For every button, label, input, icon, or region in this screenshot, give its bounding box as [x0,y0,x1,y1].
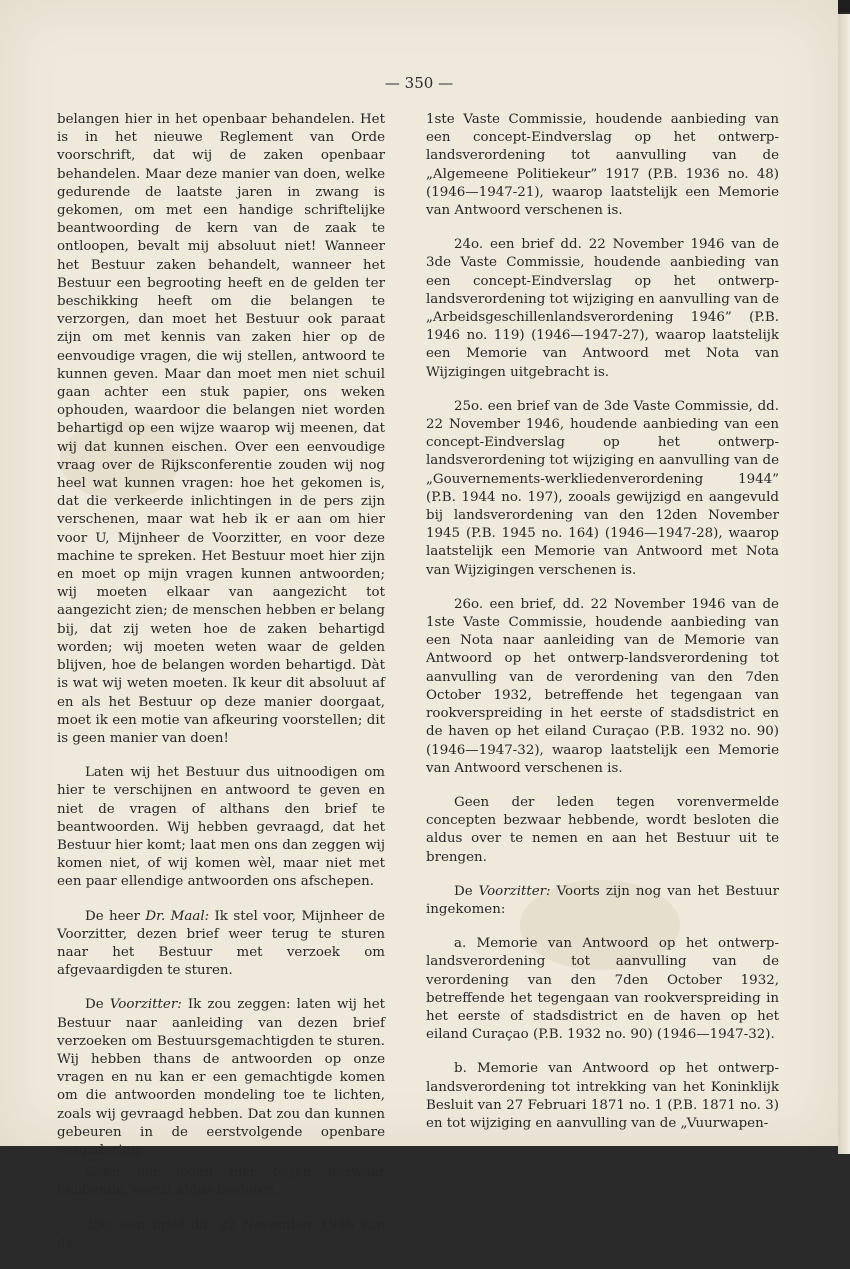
right-column [426,111,779,1149]
left-paragraph-2: Laten wij het Bestuur dus uitnoodigen om hier te verschijnen en antwoord te geven en niet de vragen of althans den brief te beantwoorden. Wij hebben gevraagd, dat het Bestuur hier komt; laat men ons dan zeggen wij komen niet, of wij komen wèl, maar niet met een paar ellendige antwoorden ons afschepen. [57,765,385,890]
left-paragraph-4 [57,996,385,1160]
right-paragraph-6 [426,883,779,919]
right-paragraph-4: 26o. een brief, dd. 22 November 1946 van de 1ste Vaste Commissie, houdende aanbieding van een Nota naar aanleiding van de Memorie van Antwoord op het ontwerp-landsverordening tot aanvulling van de verordening van den 7den October 1932, betreffende het tegengaan van rookverspreiding in het eerste of stadsdistrict en de haven op het eiland Curaçao (P.B. 1932 no. 90) (1946—1947-32), waarop laatstelijk een Memorie van Antwoord verschenen is. [426,596,779,776]
text-body: Ik stel voor, Mijnheer de Voorzitter, dezen brief weer terug te sturen naar het Bestuur met verzoek om afgevaardigden te sturen. [57,908,385,979]
page-edge [838,14,850,1154]
text-body: Ik zou zeggen: laten wij het Bestuur naar aanleiding van dezen brief verzoeken om Bestuursgemachtigden te sturen. Wij hebben thans de antwoorden op onze vragen en nu kan er een gemachtigde komen om die antwoorden mondeling toe te lichten, zoals wij gevraagd hebben. Dat zou dan kunnen gebeuren in de eerstvolgende openbare vergadering. [57,997,386,1158]
text-body: Voorts zijn nog van het Bestuur ingekomen: [426,883,779,917]
text-prefix: De [454,883,479,899]
speaker-name: Dr. Maal: [145,908,210,924]
left-paragraph-3 [57,908,385,981]
left-paragraph-1: belangen hier in het openbaar behandelen. Het is in het nieuwe Reglement van Orde voorschrift, dat wij de zaken openbaar behandelen. Maar deze manier van doen, welke gedurende de laatste jaren in zwang is gekomen, om met een handige schriftelijke beantwoording de kern van de zaak te ontloopen, bevalt mij absoluut niet! Wanneer het Bestuur zaken behandelt, wanneer het Bestuur een begrooting heeft en de gelden ter beschikking heeft om die belangen te verzorgen, dan moet het Bestuur ook paraat zijn om met kennis van zaken hier op de eenvoudige vragen, die wij stellen, antwoord te kunnen geven. Maar dan moet men niet schuil gaan achter een stuk papier, ons weken ophouden, waardoor die belangen niet worden behartigd op een wijze waarop wij meenen, dat wij dat kunnen eischen. Over een eenvoudige vraag over de Rijksconferentie zouden wij nog heel wat kunnen vragen: hoe het gekomen is, dat die verkeerde inlichtingen in de pers zijn verschenen, maar wat heb ik er aan om hier voor U, Mijnheer de Voorzitter, en voor deze machine te spreken. Het Bestuur moet hier zijn en moet op mijn vragen kunnen antwoorden; wij moeten elkaar van aangezicht tot aangezicht zien; de menschen hebben er belang bij, dat zij weten hoe de zaken behartigd worden; wij moeten weten waar de gelden blijven, hoe de belangen worden behartigd. Dàt is wat wij weten moeten. Ik keur dit absoluut af en als het Bestuur op deze manier doorgaat, moet ik een motie van afkeuring voorstellen; dit is geen manier van doen! [57,112,385,746]
right-paragraph-2: 24o. een brief dd. 22 November 1946 van de 3de Vaste Commissie, houdende aanbieding van een concept-Eindverslag op het ontwerp-landsverordening tot wijziging en aanvulling van de „Arbeidsgeschillenlandsverordening 1946” (P.B. 1946 no. 119) (1946—1947-27), waarop laatstelijk een Memorie van Antwoord met Nota van Wijzigingen uitgebracht is. [426,237,779,380]
speaker-name: Voorzitter: [478,883,551,899]
right-paragraph-3: 25o. een brief van de 3de Vaste Commissie, dd. 22 November 1946, houdende aanbieding van een concept-Eindverslag op het ontwerp-landsverordening tot wijziging en aanvulling van de „Gouvernements-werkliedenverordening 1944” (P.B. 1944 no. 197), zooals gewijzigd en aangevuld bij landsverordening van den 12den November 1945 (P.B. 1945 no. 164) (1946—1947-28), waarop laatstelijk een Memorie van Antwoord met Nota van Wijzigingen verschenen is. [426,398,779,578]
right-paragraph-5: Geen der leden tegen vorenvermelde concepten bezwaar hebbende, wordt besloten die aldus over te nemen en aan het Bestuur uit te brengen. [426,794,779,865]
text-prefix: De heer [85,908,146,924]
right-paragraph-1: 1ste Vaste Commissie, houdende aanbieding van een concept-Eindverslag op het ontwerp-landsverordening tot aanvulling van de „Algemeene Politiekeur” 1917 (P.B. 1936 no. 48) (1946—1947-21), waarop laatstelijk een Memorie van Antwoord verschenen is. [426,112,779,219]
page-number: — 350 — [384,74,454,92]
left-column [57,111,385,1269]
right-paragraph-8: b. Memorie van Antwoord op het ontwerp-landsverordening tot intrekking van het Koninklijk Besluit van 27 Februari 1871 no. 1 (P.B. 1871 no. 3) en tot wijziging en aanvulling van de „Vuurwapen- [426,1061,779,1131]
left-paragraph-5: Geen der leden hier tegen bezwaar hebbende, wordt aldus besloten. [57,1165,385,1199]
right-paragraph-7: a. Memorie van Antwoord op het ontwerp-landsverordening tot aanvulling van de verordening van den 7den October 1932, betreffende het tegengaan van rookverspreiding in het eerste of stadsdistrict en de haven op het eiland Curaçao (P.B. 1932 no. 90) (1946—1947-32). [426,936,779,1043]
left-paragraph-6: 23o. een brief dd. 22 November 1946 van de [57,1217,385,1251]
text-prefix: De [85,997,110,1013]
speaker-name: Voorzitter: [109,997,182,1013]
